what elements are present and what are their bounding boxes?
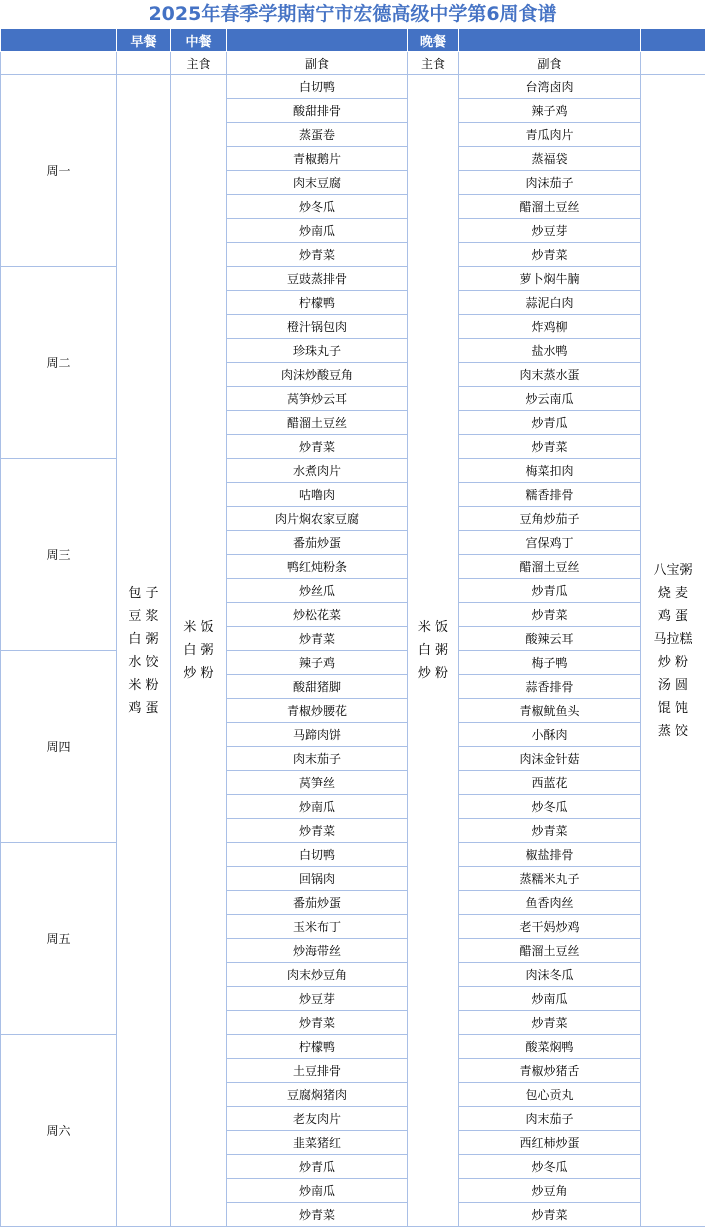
subheader-blank [1,52,117,75]
dinner-staple-list-item: 炒 粉 [417,666,449,681]
header-dinner-blank [459,29,641,52]
dinner-dish: 青椒炒猪舌 [459,1059,641,1083]
dinner-dish: 肉沫金针菇 [459,747,641,771]
dinner-dish: 炒青菜 [459,603,641,627]
breakfast-list [117,75,171,1227]
lunch-dish: 炒海带丝 [227,939,408,963]
dinner-dish: 蒜香排骨 [459,675,641,699]
dinner-dish: 梅子鸭 [459,651,641,675]
dinner-dish: 肉沫茄子 [459,171,641,195]
subheader-lunch-side: 副食 [227,52,408,75]
lunch-dish: 蒸蛋卷 [227,123,408,147]
day-label: 周六 [1,1035,117,1227]
dinner-dish: 盐水鸭 [459,339,641,363]
breakfast-list-item: 白 粥 [128,631,159,647]
dinner-dish: 台湾卤肉 [459,75,641,99]
lunch-dish: 橙汁锅包肉 [227,315,408,339]
dinner-dish: 醋溜土豆丝 [459,939,641,963]
dinner-dish: 宫保鸡丁 [459,531,641,555]
dinner-dish: 萝卜焖牛腩 [459,267,641,291]
lunch-dish: 番茄炒蛋 [227,891,408,915]
lunch-dish: 炒青菜 [227,1011,408,1035]
dinner-dish: 炒青菜 [459,243,641,267]
dinner-dish: 西红柿炒蛋 [459,1131,641,1155]
dinner-dish: 西蓝花 [459,771,641,795]
dinner-dish: 肉末茄子 [459,1107,641,1131]
lunch-dish: 咕噜肉 [227,483,408,507]
dinner-dish: 肉沫冬瓜 [459,963,641,987]
header-blank [1,29,117,52]
table-row [1,459,705,483]
lunch-dish: 肉末茄子 [227,747,408,771]
lunch-dish: 豆腐焖猪肉 [227,1083,408,1107]
lunch-dish: 炒冬瓜 [227,195,408,219]
lunch-dish: 酸甜猪脚 [227,675,408,699]
lunch-dish: 炒豆芽 [227,987,408,1011]
lunch-dish: 番茄炒蛋 [227,531,408,555]
night-list-item: 烧 麦 [657,585,689,601]
dinner-dish: 糯香排骨 [459,483,641,507]
lunch-dish: 白切鸭 [227,75,408,99]
night-list-item: 鸡 蛋 [657,608,689,624]
day-label: 周三 [1,459,117,651]
dinner-dish: 炒冬瓜 [459,795,641,819]
subheader-last [641,52,705,75]
subheader-dinner-staple: 主食 [408,52,459,75]
lunch-dish: 炒青菜 [227,819,408,843]
lunch-dish: 炒青菜 [227,1203,408,1227]
lunch-dish: 老友肉片 [227,1107,408,1131]
dinner-dish: 鱼香肉丝 [459,891,641,915]
night-list-item: 马拉糕 [653,631,693,647]
dinner-dish: 炒青菜 [459,435,641,459]
lunch-dish: 炒青菜 [227,435,408,459]
breakfast-list-item: 鸡 蛋 [128,700,159,716]
dinner-dish: 包心贡丸 [459,1083,641,1107]
dinner-staple-list-item: 米 饭 [417,620,449,635]
table-row [1,1035,705,1059]
breakfast-list-item: 水 饺 [128,654,159,670]
breakfast-list-item: 豆 浆 [128,608,159,624]
lunch-dish: 炒丝瓜 [227,579,408,603]
page-title: 2025年春季学期南宁市宏德高级中学第6周食谱 [148,3,557,25]
lunch-dish: 柠檬鸭 [227,291,408,315]
dinner-dish: 蒸福袋 [459,147,641,171]
lunch-dish: 回锅肉 [227,867,408,891]
lunch-staple-list-item: 白 粥 [183,643,214,658]
lunch-dish: 炒南瓜 [227,219,408,243]
night-list-item: 炒 粉 [657,654,689,670]
night-list-item: 蒸 饺 [657,723,689,739]
lunch-dish: 炒南瓜 [227,1179,408,1203]
lunch-dish: 鸭红炖粉条 [227,555,408,579]
lunch-dish: 玉米布丁 [227,915,408,939]
lunch-dish: 炒松花菜 [227,603,408,627]
dinner-dish: 炒青菜 [459,1011,641,1035]
dinner-dish: 炒冬瓜 [459,1155,641,1179]
night-list-item: 八宝粥 [653,562,693,578]
dinner-dish: 炒豆芽 [459,219,641,243]
lunch-staple-list [171,75,227,1227]
lunch-dish: 土豆排骨 [227,1059,408,1083]
dinner-dish: 醋溜土豆丝 [459,195,641,219]
lunch-dish: 白切鸭 [227,843,408,867]
dinner-dish: 炒青菜 [459,1203,641,1227]
table-row [1,843,705,867]
lunch-dish: 炒青菜 [227,627,408,651]
lunch-dish: 肉沫炒酸豆角 [227,363,408,387]
dinner-dish: 肉末蒸水蛋 [459,363,641,387]
dinner-dish: 醋溜土豆丝 [459,555,641,579]
lunch-dish: 豆豉蒸排骨 [227,267,408,291]
dinner-dish: 老干妈炒鸡 [459,915,641,939]
dinner-dish: 小酥肉 [459,723,641,747]
lunch-dish: 肉末豆腐 [227,171,408,195]
lunch-dish: 韭菜猪红 [227,1131,408,1155]
dinner-dish: 蒜泥白肉 [459,291,641,315]
day-label: 周五 [1,843,117,1035]
lunch-dish: 莴笋丝 [227,771,408,795]
day-label: 周二 [1,267,117,459]
breakfast-list-item: 包 子 [128,585,159,601]
dinner-dish: 椒盐排骨 [459,843,641,867]
dinner-dish: 梅菜扣肉 [459,459,641,483]
dinner-dish: 青瓜肉片 [459,123,641,147]
lunch-dish: 肉片焖农家豆腐 [227,507,408,531]
dinner-dish: 豆角炒茄子 [459,507,641,531]
lunch-dish: 肉末炒豆角 [227,963,408,987]
night-list-item: 馄 饨 [657,700,689,716]
subheader-lunch-staple: 主食 [171,52,227,75]
dinner-dish: 蒸糯米丸子 [459,867,641,891]
lunch-dish: 柠檬鸭 [227,1035,408,1059]
night-list-item: 汤 圆 [657,677,689,693]
table-row [1,267,705,291]
subheader-breakfast [117,52,171,75]
dinner-dish: 炒南瓜 [459,987,641,1011]
header-lunch-blank [227,29,408,52]
lunch-staple-list-item: 炒 粉 [183,666,214,681]
breakfast-list-item: 米 粉 [128,677,159,693]
dinner-dish: 炒云南瓜 [459,387,641,411]
subheader-row [1,52,705,75]
lunch-dish: 炒青瓜 [227,1155,408,1179]
header-dinner: 晚餐 [408,29,459,52]
table-row [1,75,705,99]
header-lunch: 中餐 [171,29,227,52]
lunch-dish: 炒南瓜 [227,795,408,819]
lunch-staple-list-item: 米 饭 [183,620,214,635]
lunch-dish: 炒青菜 [227,243,408,267]
lunch-dish: 水煮肉片 [227,459,408,483]
dinner-dish: 酸菜焖鸭 [459,1035,641,1059]
lunch-dish: 醋溜土豆丝 [227,411,408,435]
night-list [641,75,705,1227]
menu-table [0,28,705,1227]
dinner-dish: 炒青瓜 [459,411,641,435]
dinner-dish: 青椒鱿鱼头 [459,699,641,723]
header-row [1,29,705,52]
day-label: 周四 [1,651,117,843]
lunch-dish: 马蹄肉饼 [227,723,408,747]
dinner-dish: 辣子鸡 [459,99,641,123]
dinner-dish: 炒豆角 [459,1179,641,1203]
subheader-dinner-side: 副食 [459,52,641,75]
table-row [1,651,705,675]
dinner-dish: 炒青菜 [459,819,641,843]
lunch-dish: 辣子鸡 [227,651,408,675]
lunch-dish: 酸甜排骨 [227,99,408,123]
header-last [641,29,705,52]
day-label: 周一 [1,75,117,267]
dinner-dish: 炸鸡柳 [459,315,641,339]
lunch-dish: 莴笋炒云耳 [227,387,408,411]
lunch-dish: 青椒鹅片 [227,147,408,171]
lunch-dish: 青椒炒腰花 [227,699,408,723]
dinner-staple-list [408,75,459,1227]
header-breakfast: 早餐 [117,29,171,52]
dinner-staple-list-item: 白 粥 [417,643,449,658]
lunch-dish: 珍珠丸子 [227,339,408,363]
dinner-dish: 炒青瓜 [459,579,641,603]
dinner-dish: 酸辣云耳 [459,627,641,651]
